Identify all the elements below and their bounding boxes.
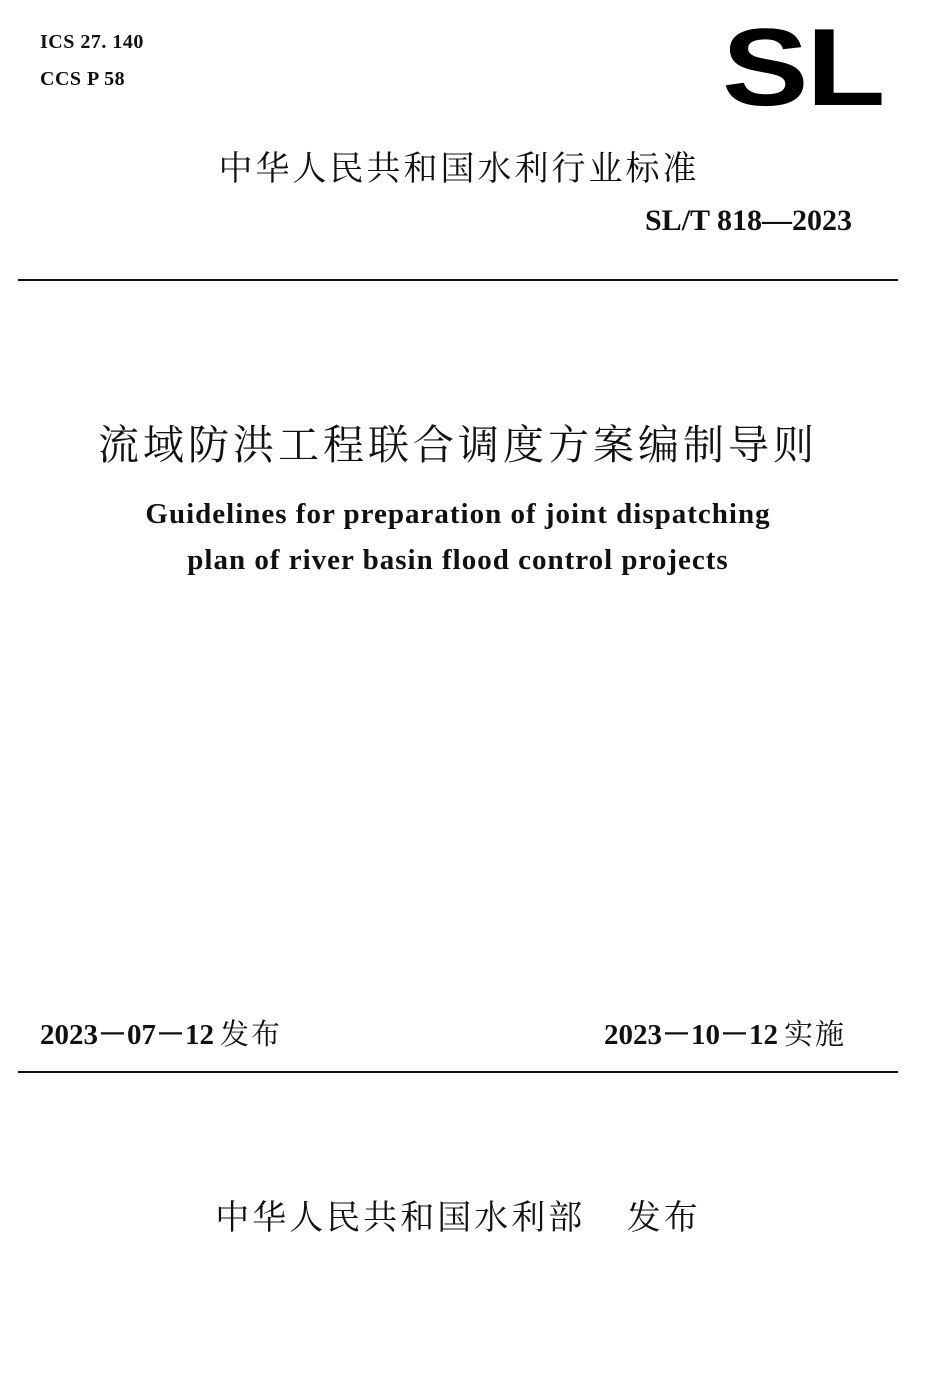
top-divider xyxy=(18,279,898,281)
sl-logo: SL xyxy=(722,6,884,129)
release-date: 2023－07－12 xyxy=(40,1019,215,1051)
standard-category xyxy=(0,141,950,190)
release-label: 发布 xyxy=(220,1017,283,1051)
effective-label: 实施 xyxy=(784,1017,847,1051)
bottom-divider xyxy=(18,1071,898,1073)
publisher-line xyxy=(0,1190,916,1239)
standard-number: SL/T 818—2023 xyxy=(645,204,852,237)
title-english-line-2: plan of river basin flood control projects xyxy=(187,544,729,576)
title-chinese: 流域防洪工程联合调度方案编制导则 xyxy=(98,421,818,469)
effective-date: 2023－10－12 xyxy=(604,1019,779,1051)
ccs-code: CCS P 58 xyxy=(40,68,126,90)
standard-category-text: 中华人民共和国水利行业标准 xyxy=(218,149,700,189)
release-date-block xyxy=(40,1012,282,1053)
publish-action: 发布 xyxy=(626,1198,701,1238)
ics-code: ICS 27. 140 xyxy=(40,31,144,53)
publisher-name: 中华人民共和国水利部 xyxy=(215,1198,586,1238)
title-english-line-1: Guidelines for preparation of joint dispatching xyxy=(145,498,771,530)
effective-date-block xyxy=(604,1012,846,1053)
